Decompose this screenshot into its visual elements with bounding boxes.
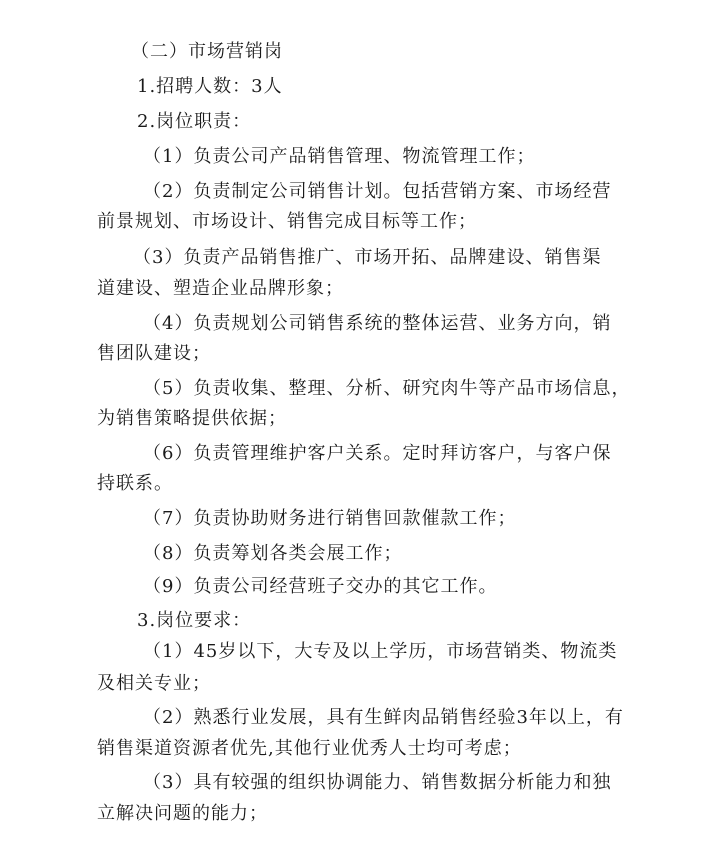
duty-item-continued: 前景规划、市场设计、销售完成目标等工作；	[97, 211, 477, 232]
duties-heading: 2.岗位职责：	[137, 111, 252, 132]
requirement-item: （3）具有较强的组织协调能力、销售数据分析能力和独	[143, 772, 612, 793]
duty-item: （4）负责规划公司销售系统的整体运营、业务方向，销	[143, 313, 612, 334]
duty-item: （6）负责管理维护客户关系。定时拜访客户，与客户保	[143, 443, 612, 464]
requirement-item: （2）熟悉行业发展，具有生鲜肉品销售经验3年以上，有	[143, 707, 624, 728]
duty-item: （5）负责收集、整理、分析、研究肉牛等产品市场信息，	[143, 378, 631, 399]
duty-item-continued: 售团队建设；	[97, 343, 211, 364]
duty-item-continued: 持联系。	[97, 473, 173, 494]
duty-item: （2）负责制定公司销售计划。包括营销方案、市场经营	[143, 181, 612, 202]
requirements-heading: 3.岗位要求：	[137, 610, 252, 631]
duty-item: （9）负责公司经营班子交办的其它工作。	[143, 576, 498, 597]
duty-item: （7）负责协助财务进行销售回款催款工作；	[143, 508, 517, 529]
requirement-item-continued: 立解决问题的能力；	[97, 803, 268, 824]
section-title: （二）市场营销岗	[131, 41, 283, 62]
duty-item: （3）负责产品销售推广、市场开拓、品牌建设、销售渠	[133, 247, 602, 268]
requirement-item: （1）45岁以下，大专及以上学历，市场营销类、物流类	[143, 641, 618, 662]
duty-item: （1）负责公司产品销售管理、物流管理工作；	[143, 146, 536, 167]
duty-item-continued: 道建设、塑造企业品牌形象；	[97, 278, 344, 299]
recruit-count: 1.招聘人数：3人	[137, 76, 283, 97]
requirement-item-continued: 及相关专业；	[97, 673, 211, 694]
duty-item-continued: 为销售策略提供依据；	[97, 408, 287, 429]
duty-item: （8）负责筹划各类会展工作；	[143, 543, 403, 564]
requirement-item-continued: 销售渠道资源者优先,其他行业优秀人士均可考虑；	[97, 738, 522, 759]
